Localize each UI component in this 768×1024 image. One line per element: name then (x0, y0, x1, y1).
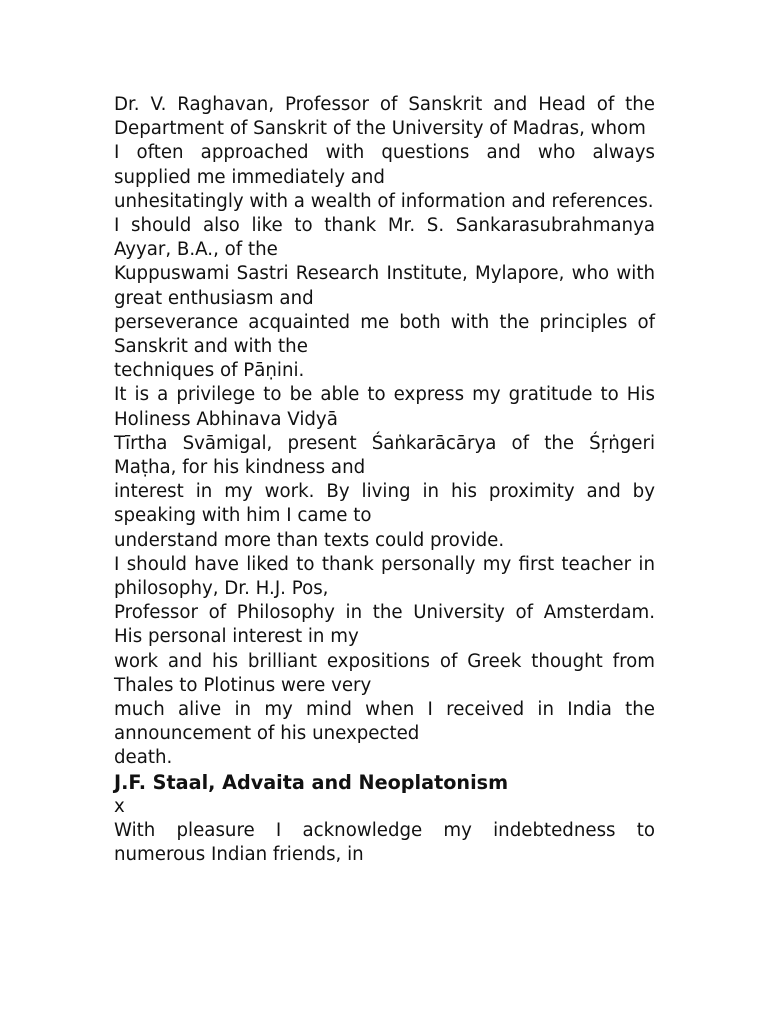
text-line: Dr. V. Raghavan, Professor of Sanskrit and Head of the Department of Sanskrit of the University of Madras, whom (114, 94, 655, 140)
document-page (114, 93, 655, 868)
text-line: With pleasure I acknowledge my indebtedness to numerous Indian friends, in (114, 820, 655, 866)
text-line: I should also like to thank Mr. S. Sankarasubrahmanya Ayyar, B.A., of the (114, 215, 655, 261)
text-line: I often approached with questions and who always supplied me immediately and (114, 142, 655, 188)
running-header: J.F. Staal, Advaita and Neoplatonism (114, 770, 509, 794)
text-line: It is a privilege to be able to express my gratitude to His Holiness Abhinava Vidyā (114, 384, 655, 430)
text-line: understand more than texts could provide. (114, 529, 505, 551)
text-line: much alive in my mind when I received in India the announcement of his unexpected (114, 699, 655, 745)
text-line: perseverance acquainted me both with the principles of Sanskrit and with the (114, 311, 655, 358)
text-line: techniques of Pāṇini. (114, 360, 305, 382)
text-line: death. (114, 747, 173, 769)
text-line: Professor of Philosophy in the University of Amsterdam. His personal interest in my (114, 602, 655, 648)
text-line: work and his brilliant expositions of Greek thought from Thales to Plotinus were very (114, 650, 655, 696)
text-line: Tīrtha Svāmigal, present Śaṅkarācārya of the Śṛṅgeri Maṭha, for his kindness and (114, 432, 655, 479)
text-line: interest in my work. By living in his proximity and by speaking with him I came to (114, 481, 655, 527)
text-line: Kuppuswami Sastri Research Institute, Mylapore, who with great enthusiasm and (114, 263, 655, 309)
text-line: I should have liked to thank personally my first teacher in philosophy, Dr. H.J. Pos, (114, 553, 655, 600)
page-number: x (114, 795, 125, 817)
text-line: unhesitatingly with a wealth of information and references. (114, 190, 654, 212)
